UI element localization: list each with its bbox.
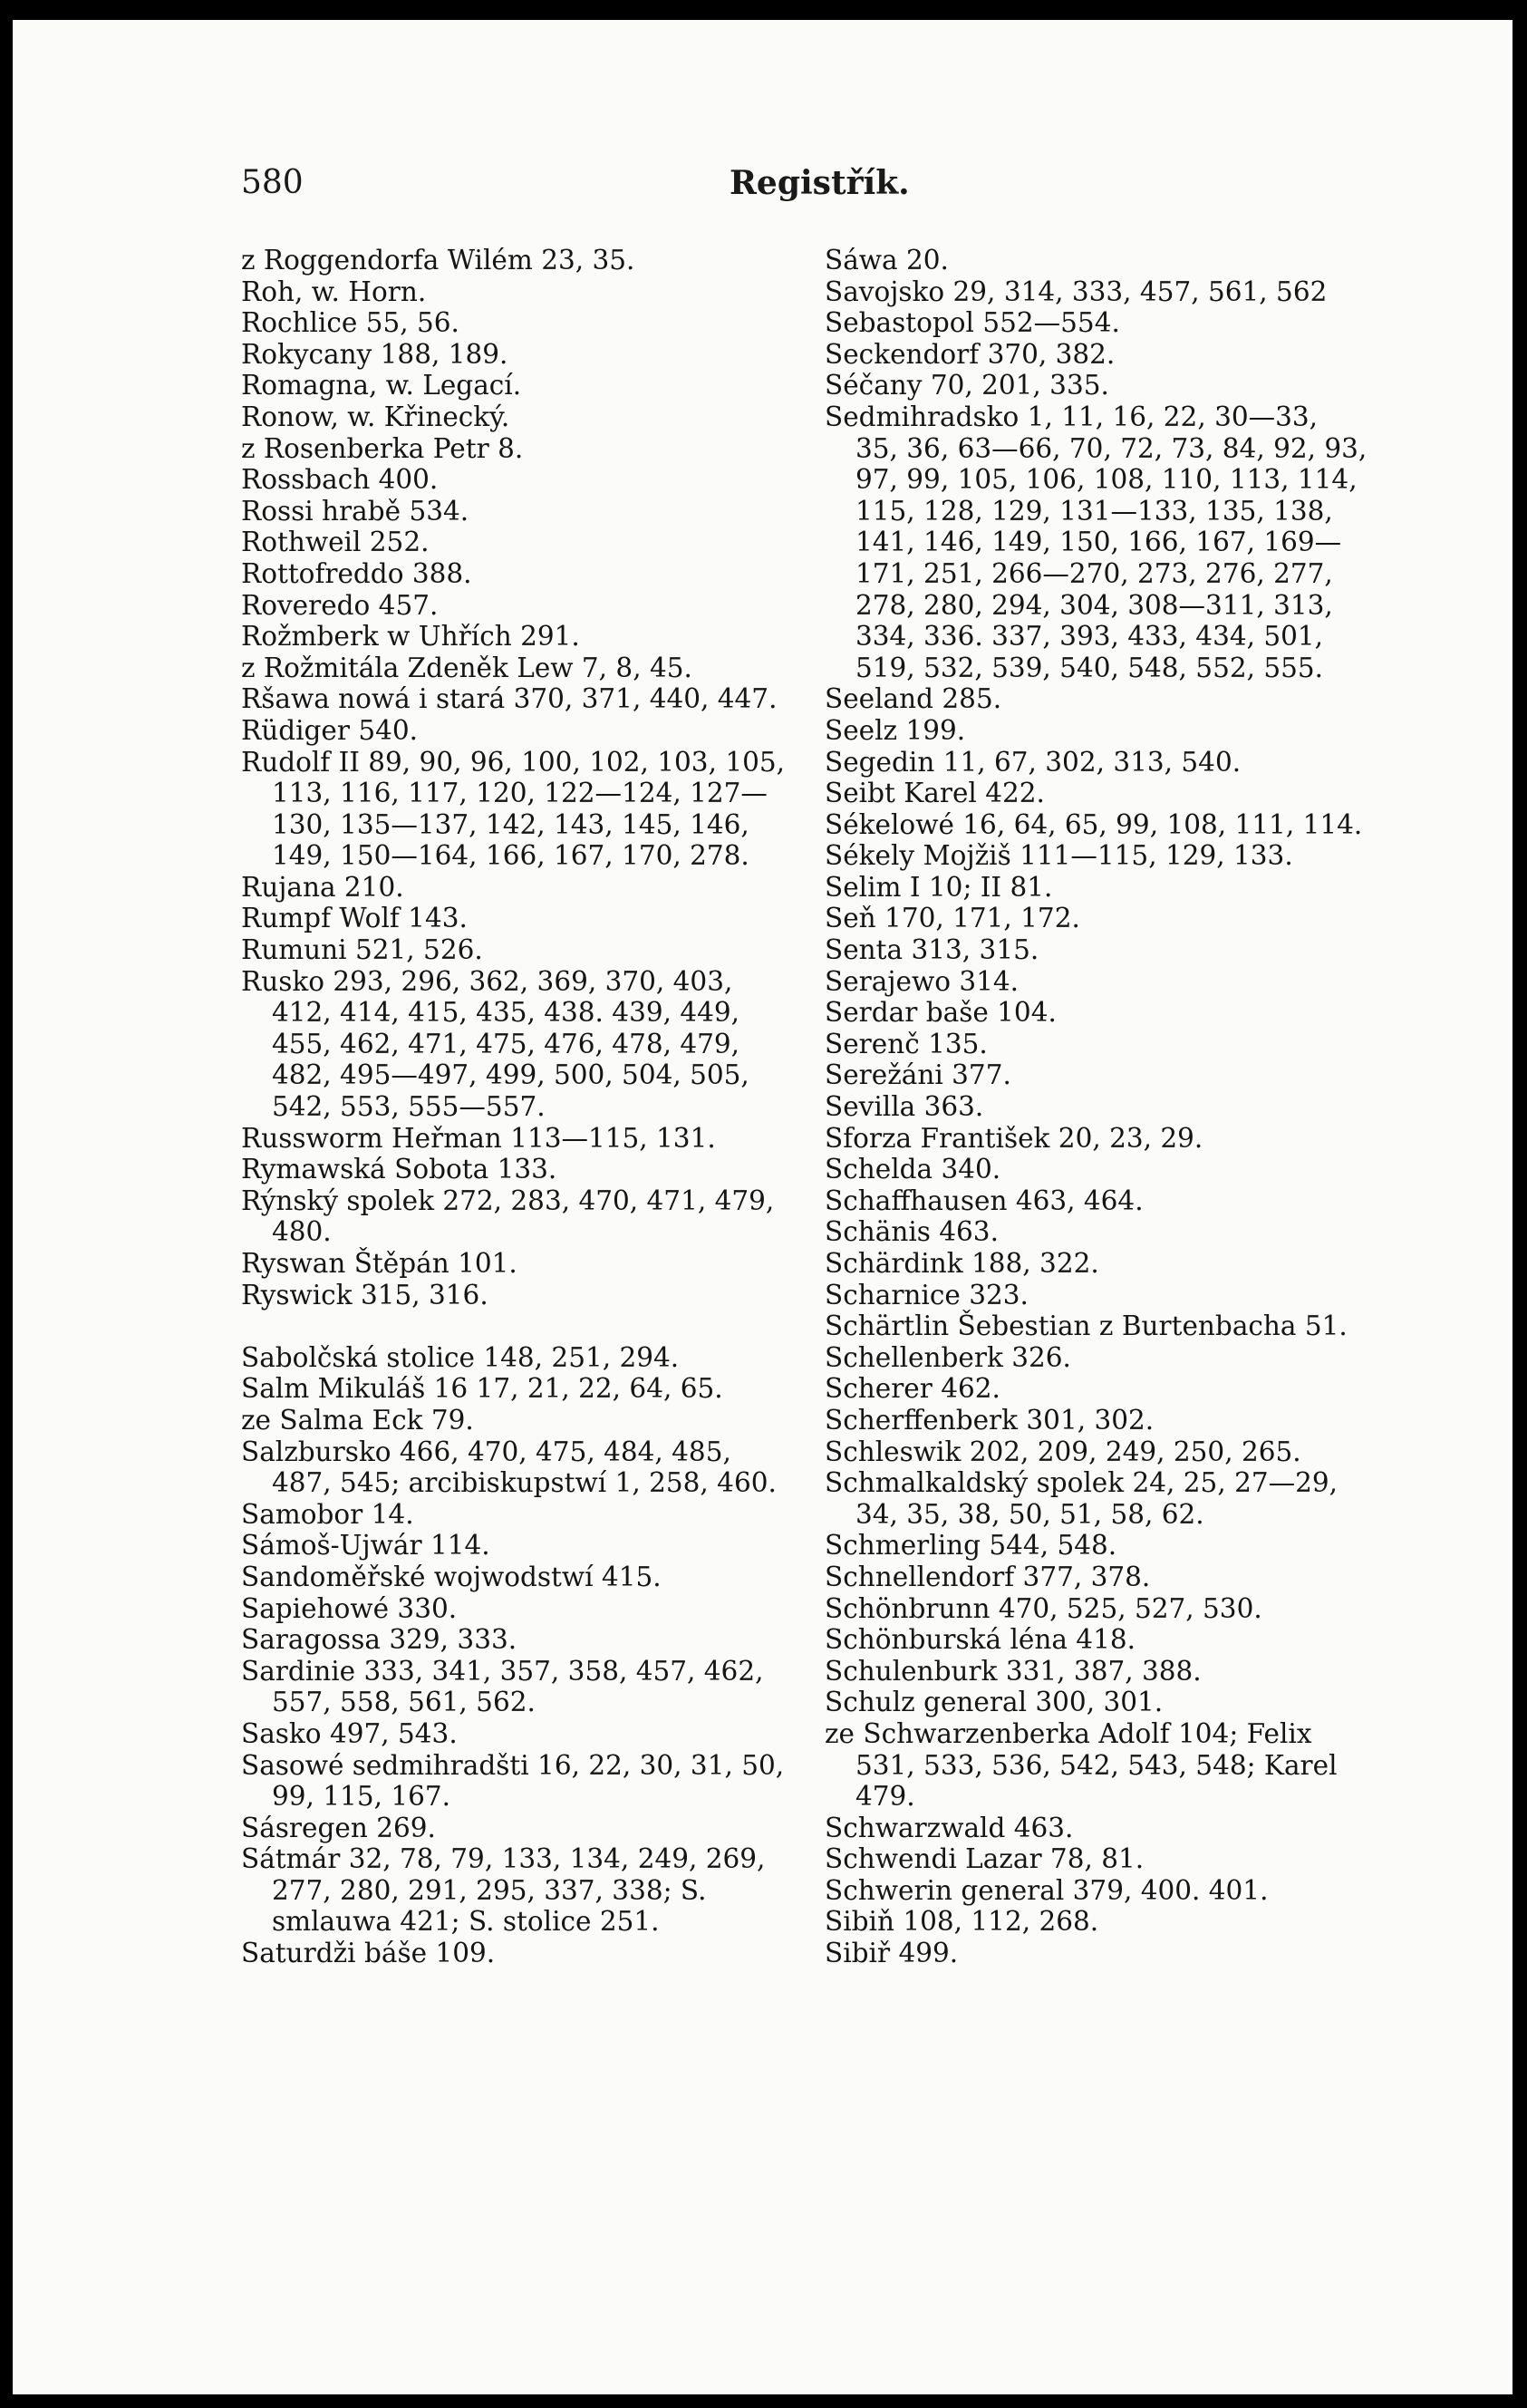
index-entry: Schwendi Lazar 78, 81.	[825, 1843, 1145, 1875]
index-entry: Ryswick 315, 316.	[241, 1279, 488, 1310]
index-entry: Sáwa 20.	[825, 245, 949, 276]
page-number: 580	[241, 164, 304, 201]
index-entry: Sékelowé 16, 64, 65, 99, 108, 111, 114.	[825, 808, 1363, 840]
index-entry: Schwerin general 379, 400. 401.	[825, 1874, 1269, 1906]
index-entry: Rudolf II 89, 90, 96, 100, 102, 103, 105, 113, 116, 117, 120, 122—124, 127—130, 135—137, 142, 143, 145, 146, 149, 150—164, 166, 167, 170, 278.	[241, 746, 786, 872]
index-entry: z Rožmitála Zdeněk Lew 7, 8, 45.	[241, 652, 692, 683]
index-entry: Seeland 285.	[825, 683, 1002, 715]
index-entry: Schleswik 202, 209, 249, 250, 265.	[825, 1436, 1301, 1467]
index-entry: Sibiř 499.	[825, 1938, 959, 1969]
index-entry: Rumpf Wolf 143.	[241, 903, 468, 934]
index-entry: Schänis 463.	[825, 1216, 999, 1248]
index-entry: Serenč 135.	[825, 1028, 988, 1059]
index-entry: Roveredo 457.	[241, 589, 439, 621]
index-entry: Ršawa nowá i stará 370, 371, 440, 447.	[241, 683, 778, 715]
index-entry: Seelz 199.	[825, 714, 966, 746]
index-entry: Sátmár 32, 78, 79, 133, 134, 249, 269, 277, 280, 291, 295, 337, 338; S. smlauwa 421; S. stolice 251.	[241, 1843, 766, 1938]
index-entry: Rottofreddo 388.	[241, 557, 472, 589]
index-entry: Senta 313, 315.	[825, 934, 1039, 966]
index-column-right	[825, 245, 1368, 1969]
index-entry: Ryswan Štěpán 101.	[241, 1248, 517, 1279]
index-entry: Schärtlin Šebestian z Burtenbacha 51.	[825, 1310, 1348, 1342]
index-entry: Rujana 210.	[241, 871, 404, 903]
running-title: Registřík.	[730, 164, 910, 202]
index-entry: Salzbursko 466, 470, 475, 484, 485, 487, 545; arcibiskupstwí 1, 258, 460.	[241, 1436, 777, 1499]
index-entry: Rokycany 188, 189.	[241, 338, 508, 370]
index-entry: z Roggendorfa Wilém 23, 35.	[241, 245, 635, 276]
index-entry: Russworm Heřman 113—115, 131.	[241, 1122, 716, 1154]
index-entry: Rothweil 252.	[241, 527, 430, 558]
index-entry: Schärdink 188, 322.	[825, 1248, 1099, 1279]
index-entry: Sebastopol 552—554.	[825, 307, 1120, 339]
index-entry: Rymawská Sobota 133.	[241, 1154, 557, 1185]
index-entry: Sámoš-Ujwár 114.	[241, 1530, 490, 1562]
index-entry: Sevilla 363.	[825, 1091, 984, 1123]
index-entry: Sardinie 333, 341, 357, 358, 457, 462, 557, 558, 561, 562.	[241, 1655, 764, 1718]
index-entry: Schnellendorf 377, 378.	[825, 1561, 1151, 1592]
index-entry: Selim I 10; II 81.	[825, 871, 1053, 903]
index-entry: Romagna, w. Legací.	[241, 370, 522, 401]
index-entry: Rossi hrabě 534.	[241, 495, 469, 527]
index-entry: Rožmberk w Uhřích 291.	[241, 621, 580, 653]
index-entry: Rüdiger 540.	[241, 714, 419, 746]
index-entry: Serdar baše 104.	[825, 997, 1057, 1029]
index-entry: Seibt Karel 422.	[825, 778, 1045, 809]
index-entry: ze Schwarzenberka Adolf 104; Felix 531, 533, 536, 542, 543, 548; Karel 479.	[825, 1717, 1338, 1813]
index-entry: Serežáni 377.	[825, 1059, 1011, 1091]
index-entry: Schulz general 300, 301.	[825, 1687, 1164, 1718]
index-entry: Séčany 70, 201, 335.	[825, 370, 1109, 401]
index-entry: Roh, w. Horn.	[241, 276, 427, 307]
index-entry: Schönburská léna 418.	[825, 1624, 1136, 1656]
page-header	[241, 164, 1301, 208]
index-entry: Rusko 293, 296, 362, 369, 370, 403, 412, 414, 415, 435, 438. 439, 449, 455, 462, 471, 475, 476, 478, 479, 482, 495—497, 499, 500, 504, 505, 542, 553, 555—557.	[241, 965, 749, 1123]
index-entry: Rossbach 400.	[241, 464, 439, 496]
index-entry: Saturdži báše 109.	[241, 1938, 496, 1969]
index-entry: Rýnský spolek 272, 283, 470, 471, 479, 480.	[241, 1185, 775, 1248]
index-entry: Schelda 340.	[825, 1154, 1001, 1185]
index-entry: Savojsko 29, 314, 333, 457, 561, 562	[825, 276, 1328, 307]
index-entry: z Rosenberka Petr 8.	[241, 432, 524, 464]
index-entry: Schaffhausen 463, 464.	[825, 1185, 1144, 1216]
index-entry: Sapiehowé 330.	[241, 1592, 458, 1624]
index-entry: Seckendorf 370, 382.	[825, 338, 1116, 370]
index-entry: Schwarzwald 463.	[825, 1812, 1074, 1843]
index-entry: Salm Mikuláš 16 17, 21, 22, 64, 65.	[241, 1373, 723, 1405]
index-entry: Schönbrunn 470, 525, 527, 530.	[825, 1592, 1262, 1624]
index-entry: Schellenberk 326.	[825, 1341, 1071, 1373]
index-entry: Scherer 462.	[825, 1373, 1000, 1405]
index-entry: Rumuni 521, 526.	[241, 934, 483, 966]
index-entry: Sedmihradsko 1, 11, 16, 22, 30—33, 35, 36, 63—66, 70, 72, 73, 84, 92, 93, 97, 99, 105, 106, 108, 110, 113, 114, 115, 128, 129, 131—133, 135, 138, 141, 146, 149, 150, 166, 167, 169—171, 251, 266—270, 273, 276, 277, 278, 280, 294, 304, 308—311, 313, 334, 336. 337, 393, 433, 434, 501, 519, 532, 539, 540, 548, 552, 555.	[825, 401, 1368, 683]
index-entry: ze Salma Eck 79.	[241, 1404, 474, 1436]
index-entry: Sibiň 108, 112, 268.	[825, 1906, 1099, 1938]
index-entry: Scherffenberk 301, 302.	[825, 1404, 1155, 1436]
index-entry: Sasko 497, 543.	[241, 1717, 458, 1749]
index-entry: Sandoměřské wojwodstwí 415.	[241, 1561, 662, 1592]
index-entry: Sasowé sedmihradšti 16, 22, 30, 31, 50, 99, 115, 167.	[241, 1749, 785, 1813]
index-entry: Sékely Mojžiš 111—115, 129, 133.	[825, 840, 1293, 872]
index-entry: Samobor 14.	[241, 1498, 414, 1530]
index-entry: Schulenburk 331, 387, 388.	[825, 1655, 1202, 1687]
index-entry: Segedin 11, 67, 302, 313, 540.	[825, 746, 1242, 778]
index-entry: Sforza František 20, 23, 29.	[825, 1122, 1203, 1154]
index-entry: Rochlice 55, 56.	[241, 307, 459, 339]
index-entry: Scharnice 323.	[825, 1279, 1029, 1310]
index-entry: Sabolčská stolice 148, 251, 294.	[241, 1341, 680, 1373]
index-entry: Saragossa 329, 333.	[241, 1624, 517, 1656]
index-entry: Sásregen 269.	[241, 1812, 436, 1843]
index-entry: Seň 170, 171, 172.	[825, 903, 1080, 934]
index-entry: Ronow, w. Křinecký.	[241, 401, 510, 432]
index-entry: Serajewo 314.	[825, 965, 1020, 997]
index-entry: Schmalkaldský spolek 24, 25, 27—29, 34, 35, 38, 50, 51, 58, 62.	[825, 1467, 1339, 1530]
index-column-left	[241, 245, 789, 1969]
index-entry: Schmerling 544, 548.	[825, 1530, 1117, 1562]
